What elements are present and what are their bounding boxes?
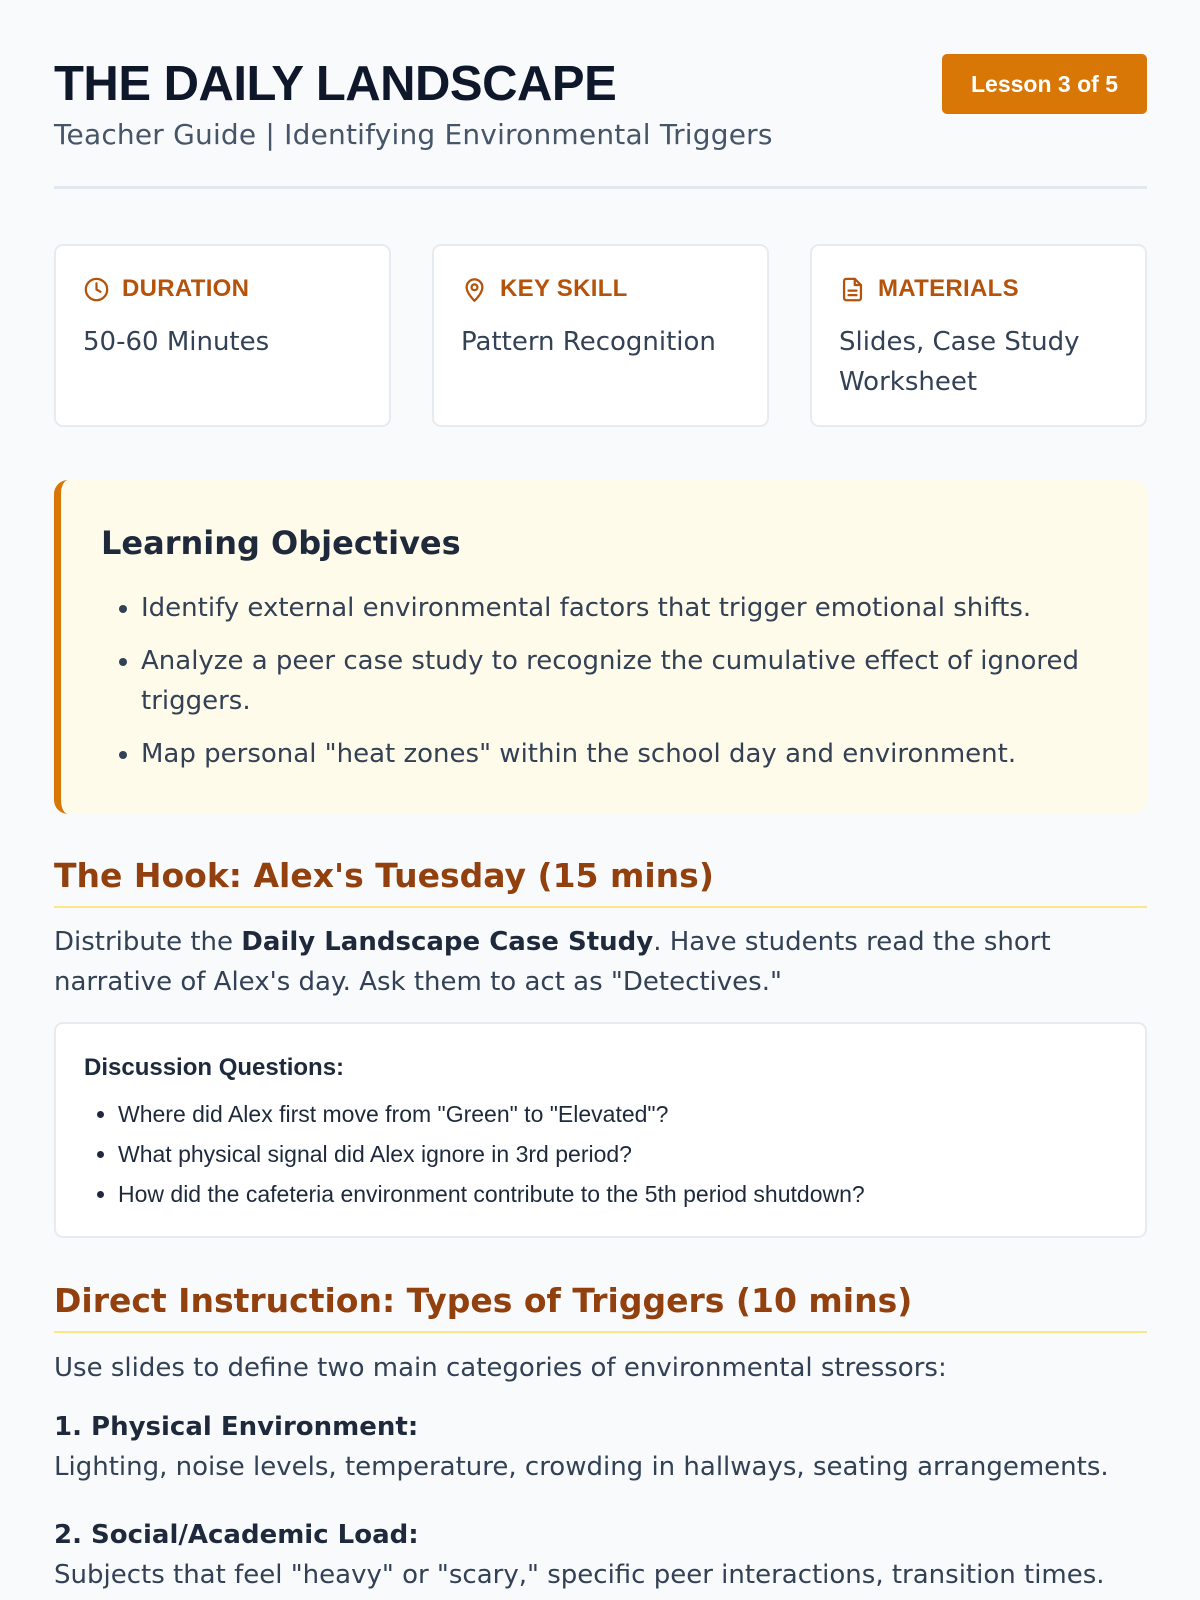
discussion-questions-box (54, 1022, 1147, 1238)
card-value: Pattern Recognition (461, 327, 716, 357)
clock-icon (83, 276, 110, 303)
list-item: • Where did Alex first move from "Green" to "Elevated"? (118, 1094, 1117, 1134)
card-value: Slides, Case Study Worksheet (839, 327, 1080, 397)
category-title: 1. Physical Environment: (54, 1412, 419, 1442)
list-item: • Analyze a peer case study to recognize the cumulative effect of ignored triggers. (141, 641, 1107, 721)
category-description: Subjects that feel "heavy" or "scary," specific peer interactions, transition times. (54, 1560, 1105, 1590)
instruction-section-title: Direct Instruction: Types of Triggers (10 mins) (54, 1281, 913, 1320)
page-header (54, 52, 1147, 192)
hook-section-title: The Hook: Alex's Tuesday (15 mins) (54, 856, 714, 895)
hook-intro: Distribute the Daily Landscape Case Study. Have students read the short narrative of Alex's day. Ask them to act as "Detectives." (54, 927, 1051, 997)
page-subtitle: Teacher Guide | Identifying Environmental Triggers (54, 118, 773, 151)
key-skill-card (432, 244, 769, 427)
instruction-intro: Use slides to define two main categories of environmental stressors: (54, 1353, 947, 1383)
category-title: 2. Social/Academic Load: (54, 1520, 419, 1550)
card-label: MATERIALS (878, 275, 1019, 302)
document-icon (839, 276, 866, 303)
info-cards (54, 244, 1147, 427)
learning-objectives (54, 480, 1147, 814)
list-item: • How did the cafeteria environment contribute to the 5th period shutdown? (118, 1174, 1117, 1214)
list-item: • What physical signal did Alex ignore in 3rd period? (118, 1134, 1117, 1174)
materials-card (810, 244, 1147, 427)
case-study-name: Daily Landscape Case Study (241, 927, 654, 957)
lesson-badge: Lesson 3 of 5 (942, 54, 1147, 114)
discussion-title: Discussion Questions: (84, 1054, 345, 1081)
objectives-list (101, 588, 1107, 774)
map-pin-icon (461, 276, 488, 303)
card-label: KEY SKILL (500, 275, 628, 302)
header-divider (54, 186, 1147, 189)
discussion-list (84, 1094, 1117, 1214)
card-label: DURATION (122, 275, 250, 302)
card-value: 50-60 Minutes (83, 327, 270, 357)
section-divider (54, 906, 1147, 908)
category-description: Lighting, noise levels, temperature, crowding in hallways, seating arrangements. (54, 1452, 1109, 1482)
page-title: THE DAILY LANDSCAPE (54, 57, 617, 111)
objectives-title: Learning Objectives (101, 524, 461, 562)
section-divider (54, 1331, 1147, 1333)
list-item: • Map personal "heat zones" within the school day and environment. (141, 734, 1107, 774)
duration-card (54, 244, 391, 427)
list-item: • Identify external environmental factors that trigger emotional shifts. (141, 588, 1107, 628)
